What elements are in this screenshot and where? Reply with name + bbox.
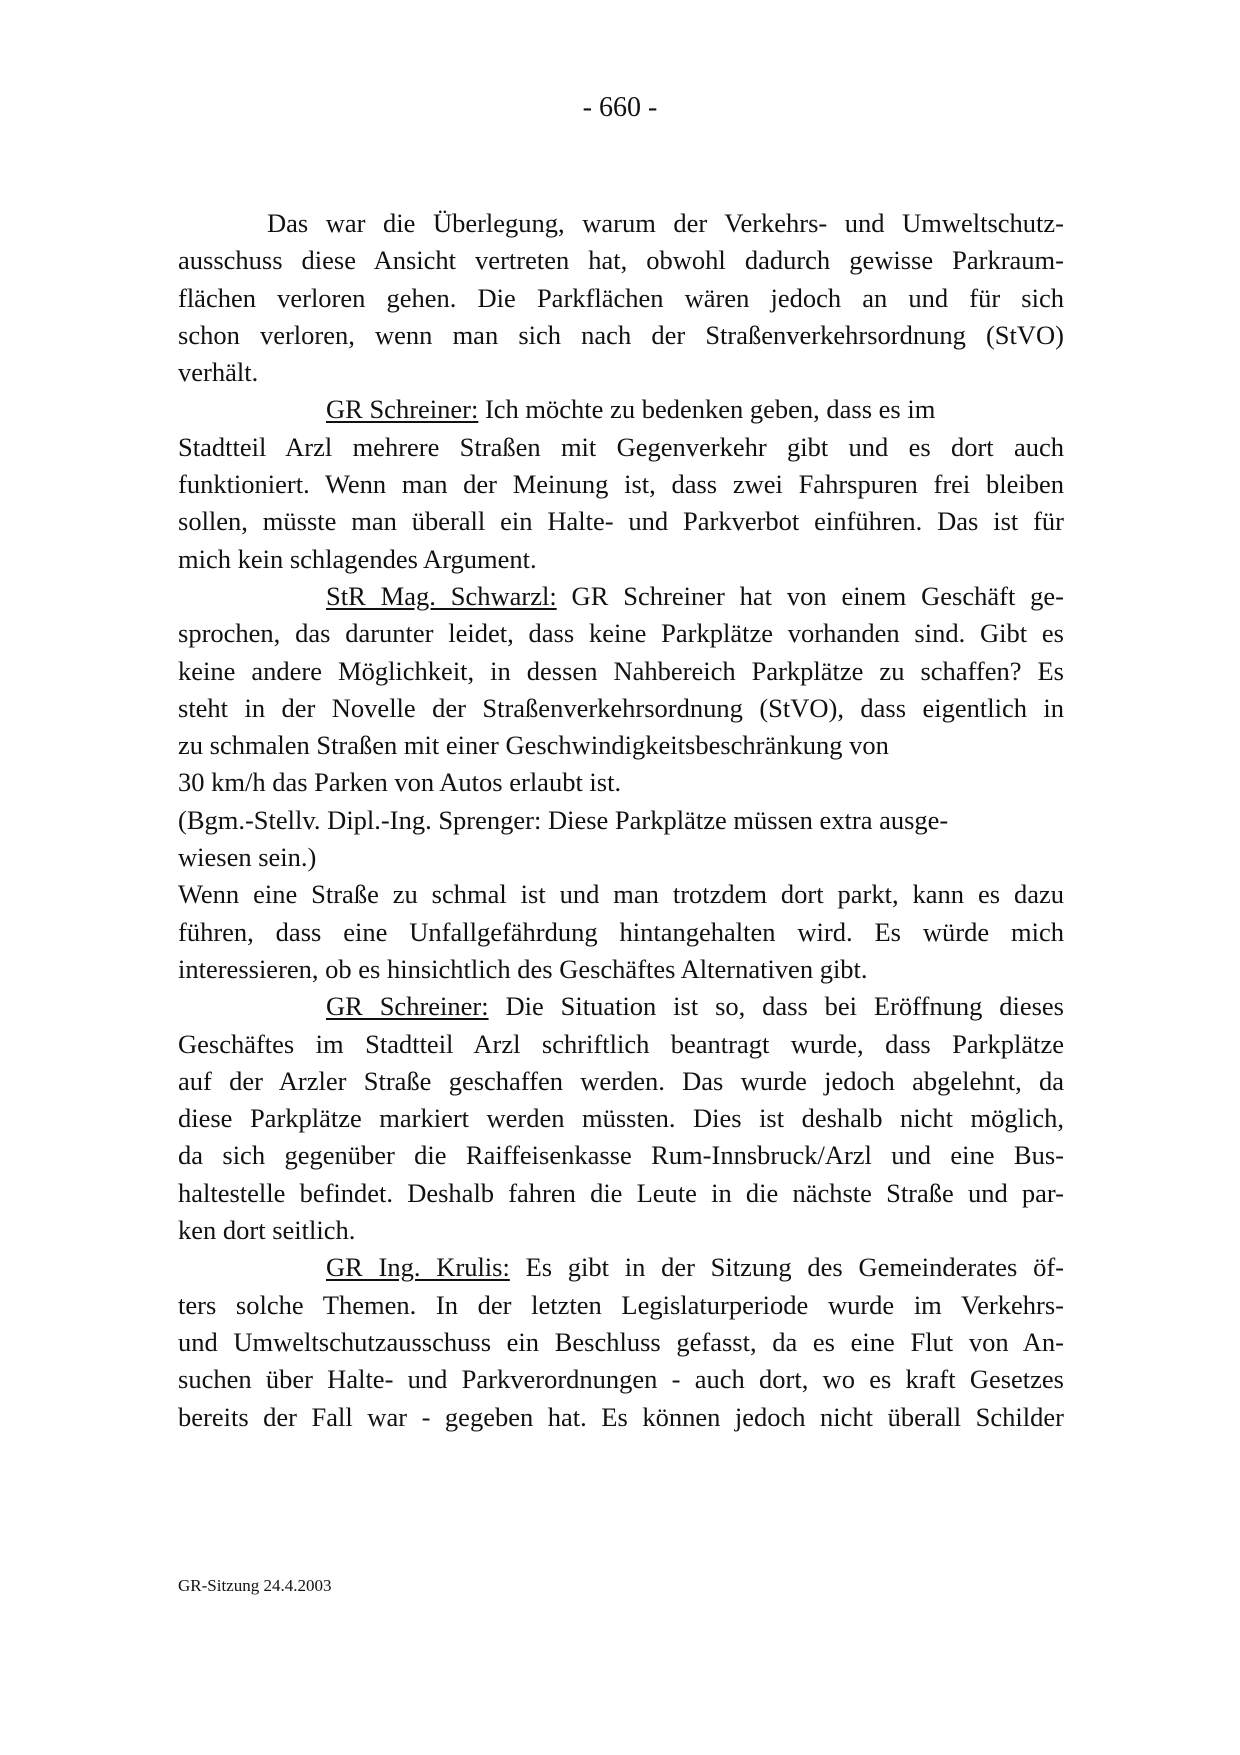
text-line: haltestelle befindet. Deshalb fahren die Leute in die nächste Straße und par- (178, 1177, 1064, 1208)
text-line: 30 km/h das Parken von Autos erlaubt ist. (178, 767, 622, 798)
speaker-text: Ich möchte zu bedenken geben, dass es im (478, 394, 936, 425)
text-line: steht in der Novelle der Straßenverkehrsordnung (StVO), dass eigentlich in (178, 692, 1064, 723)
text-line: ausschuss diese Ansicht vertreten hat, obwohl dadurch gewisse Parkraum- (178, 245, 1064, 276)
speaker-line (178, 1249, 1064, 1286)
text-line: keine andere Möglichkeit, in dessen Nahbereich Parkplätze zu schaffen? Es (178, 655, 1064, 686)
speaker-line (178, 391, 1064, 428)
text-line: funktioniert. Wenn man der Meinung ist, dass zwei Fahrspuren frei bleiben (178, 469, 1064, 500)
speaker-name: GR Schreiner: (326, 991, 489, 1022)
text-line: auf der Arzler Straße geschaffen werden. Das wurde jedoch abgelehnt, da (178, 1065, 1064, 1096)
speaker-name: StR Mag. Schwarzl: (326, 580, 557, 611)
speaker-text: GR Schreiner hat von einem Geschäft ge- (556, 580, 1065, 611)
interjection-line: wiesen sein.) (178, 842, 317, 873)
speaker-name: GR Schreiner: (326, 394, 479, 425)
text-line: suchen über Halte- und Parkverordnungen - auch dort, wo es kraft Gesetzes (178, 1364, 1064, 1395)
text-line: Geschäftes im Stadtteil Arzl schriftlich beantragt wurde, dass Parkplätze (178, 1028, 1064, 1059)
text-line: verhält. (178, 357, 259, 388)
text-line: interessieren, ob es hinsichtlich des Geschäftes Alternativen gibt. (178, 953, 868, 984)
document-body (178, 205, 1064, 1436)
speaker-line (178, 988, 1064, 1025)
text-line: führen, dass eine Unfallgefährdung hintangehalten wird. Es würde mich (178, 916, 1064, 947)
text-line: ken dort seitlich. (178, 1215, 356, 1246)
text-line: ters solche Themen. In der letzten Legislaturperiode wurde im Verkehrs- (178, 1289, 1064, 1320)
interjection-line: (Bgm.-Stellv. Dipl.-Ing. Sprenger: Diese Parkplätze müssen extra ausge- (178, 804, 949, 835)
text-line: und Umweltschutzausschuss ein Beschluss gefasst, da es eine Flut von An- (178, 1326, 1064, 1357)
speaker-name: GR Ing. Krulis: (326, 1252, 510, 1283)
speaker-text: Es gibt in der Sitzung des Gemeinderates öf- (509, 1252, 1065, 1283)
text-line: diese Parkplätze markiert werden müssten. Dies ist deshalb nicht möglich, (178, 1103, 1064, 1134)
text-line: flächen verloren gehen. Die Parkflächen wären jedoch an und für sich (178, 282, 1064, 313)
text-line: sprochen, das darunter leidet, dass keine Parkplätze vorhanden sind. Gibt es (178, 618, 1064, 649)
text-line: da sich gegenüber die Raiffeisenkasse Rum-Innsbruck/Arzl und eine Bus- (178, 1140, 1064, 1171)
speaker-line (178, 578, 1064, 615)
page-number: - 660 - (582, 92, 658, 123)
speaker-text: Die Situation ist so, dass bei Eröffnung dieses (488, 991, 1064, 1022)
text-line: Wenn eine Straße zu schmal ist und man trotzdem dort parkt, kann es dazu (178, 879, 1064, 910)
footer-session-date: GR-Sitzung 24.4.2003 (178, 1576, 332, 1595)
text-line: schon verloren, wenn man sich nach der Straßenverkehrsordnung (StVO) (178, 319, 1064, 350)
text-line: sollen, müsste man überall ein Halte- und Parkverbot einführen. Das ist für (178, 506, 1064, 537)
text-line: zu schmalen Straßen mit einer Geschwindigkeitsbeschränkung von (178, 730, 889, 761)
text-line: bereits der Fall war - gegeben hat. Es können jedoch nicht überall Schilder (178, 1401, 1064, 1432)
text-line: mich kein schlagendes Argument. (178, 543, 537, 574)
text-line: Stadtteil Arzl mehrere Straßen mit Gegenverkehr gibt und es dort auch (178, 431, 1064, 462)
text-line: Das war die Überlegung, warum der Verkehrs- und Umweltschutz- (267, 208, 1064, 238)
